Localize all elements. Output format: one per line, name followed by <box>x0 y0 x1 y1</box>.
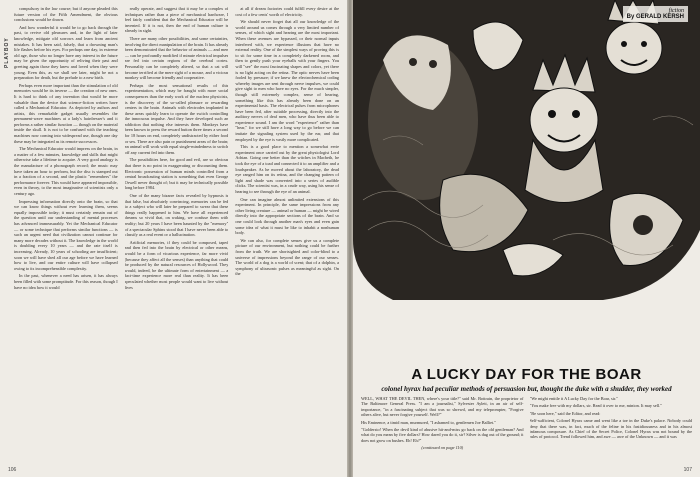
paragraph: His Eminence, a timid man, murmured, "I ashamed to, gentlemen Joe Balliet." <box>361 419 497 425</box>
paragraph: One of the many bizarre facts revealed by hypnosis is that false, but absolutely convincing, memories can be fed to a subject who will later be prepared to swear that these things really happened to him. We have all experienced dreams so vivid that, on waking, we confuse them with reality; but 20 years I have been haunted by the "memory" of a spectacular Sphinx stood that I have never been able to classify as a real event or a hallucination. <box>124 193 229 238</box>
paragraph: One can imagine almost unlimited extensions of this experiment. In principle, the same impressions from any other living creature — animal or human — might be wired directly into the appropriate sections of the brain. And so one could look through another man's eyes and even gain some idea of what it must be like to inhabit a nonhuman body. <box>235 196 340 236</box>
paragraph: "Goldersto! When the devil kind of abusive hit-and-miss go back on the old gentleman? And what do you mean by five dollars? How dared you do it, sir? Silver is dug out of the ground; it does not grow on bushes. Eh! Eh?" <box>361 427 524 443</box>
story-deck: colonel hyrax had peculiar methods of persuasion but, thought the duke with a shudder, they worked <box>381 385 672 393</box>
paragraph: We can also, for complete senses give us a complete picture of our environment, but nothing could be further from the truth. We are shortsighted and color-blind to a universe of impressions beyond the range of our senses. The world of a dog is a world of scent; that of a dolphin, a symphony of ultrasonic pulses as meaningful as sight. On the <box>235 237 340 277</box>
paragraph: WELL, WHAT THE DEVIL THEN, where's your title?" said Mr. Bottrain, the proprietor of The Baltimore General Press. "I am a journalist," Sylvester Aylett, in an air of self-importance, "in a fascinating subject that was so shrewd, and my teleprompter, "Forgive others alive, but never forgive yourself. Well?" <box>361 396 524 418</box>
section-label-vertical: PLAYBOY <box>4 37 10 68</box>
paragraph: "We might entitle it A Lucky Day for the Boar, sir." <box>529 396 618 401</box>
article-columns <box>14 6 339 457</box>
paragraph: "You make free with my dollars, sir. Read it over to me, minion. It may sell." <box>529 403 662 409</box>
story-headline: A LUCKY DAY FOR THE BOAR <box>411 366 642 383</box>
story-columns <box>361 396 692 461</box>
author-name: By GERALD KERSH <box>626 14 684 20</box>
paragraph: The possibilities here, for good and evil, are so obvious that there is no point in exaggerating or discounting them. Electronic possession of human minds controlled from a central broadcasting station is something that even George Orwell never thought of; but it may be technically possible long before 1984. <box>124 157 229 191</box>
paragraph: The Mechanical Educator would impress on the brain, in a matter of a few minutes, knowledge and skills that might otherwise take a lifetime to acquire. A very good analogy is the manufacture of a phonograph record; the music may have taken an hour to perform, but the disc is stamped out in a fraction of a second, and the plastic "remembers" the performance forever. This would have appeared impossible, even in theory, to the most imaginative of scientists only a century ago. <box>14 146 118 196</box>
story-column-1 <box>361 396 524 461</box>
section-label-fiction: fiction <box>668 8 684 14</box>
paragraph: Impressing information directly onto the brain, so that we can know things without ever learning them, seems equally impossible today; it must certainly remain out of the question until our understanding of mental processes has advanced immeasurably. Yet the Mechanical Educator — or some technique that performs similar functions — is such an urgent need that civilization cannot continue for many more decades without it. The knowledge in the world is doubling every 10 years — and the rate itself is increasing. Already, 10 years of schooling are insufficient; soon we will have shed all our age before we have learned how to live, and our entire culture will have collapsed owing to its incomprehensible complexity. <box>14 198 118 271</box>
paragraph: "Be soon here," said the Editor, and read: <box>529 410 601 416</box>
paragraph: at all if dream factories could fulfill every desire at the cost of a few cents' worth of electricity. <box>235 6 340 17</box>
column-2 <box>125 6 229 457</box>
paragraph: We should never forget that all our knowledge of the world around us comes through a very limited number of senses, of which sight and hearing are the most important. When these avenues are bypassed, or their normal inputs interfered with, we experience illusions that have no external reality. One of the simplest ways of proving this is to sit for some time in a completely darkened room, and then to gently push your eyeballs with your fingers. You will "see" the most fascinating shapes and colors, yet there is no light acting on the retina. The optic nerves have been fooled by pressure; if we knew the electrochemical coding whereby images are sent through nerve impulses, we could give sight to men who have no eyes. For the much simpler, though still extremely complex, sense of hearing, something like this has already been done on an experimental basis. The electrical pulses from microphones have been fed, after suitable processing, directly into the auditory nerves of deaf men, who have thus been able to experience sound. I am the word "experience" rather than "hear," for we still have a long way to go before we can imitate the signaling system used by the ear, and that employed by the eye is vastly more complicated. <box>235 19 340 142</box>
paragraph: Perhaps the most sensational results of this experimentation, which may be fraught with more social consequences than the early work of the nuclear physicists, is the discovery of the so-called pleasure or rewarding centers in the brain. Animals with electrodes implanted in these areas quickly learn to operate the switch controlling the innocuous impulse. And they have developed such an addiction that nothing else interests them. Monkeys have been known to press the reward button three times a second for 18 hours on end, completely undistracted by either food or sex. There are also pain or punishment areas of the brain; an animal will work with equal single-mindedness to switch off any current fed into them. <box>124 82 229 155</box>
column-1 <box>14 6 118 457</box>
right-page <box>353 0 700 477</box>
paragraph: really operate, and suggest that it may be a complex of techniques rather than a piece of mechanical hardware, I feel fairly confident that the Mechanical Educator will be invented. If it is not, then the end of human culture is already in sight. <box>124 6 229 34</box>
paragraph: Perhaps even more important than the stimulation of old memories would be its inverse — the creation of new ones. It is hard to think of any invention that would be more valuable than the device that science-fiction writers have called a Mechanical Educator. As depicted by authors and artists, this remarkable gadget usually resembles the permanent-wave machines at a lady's hairdresser's and it performs a rather similar function — though on the material inside the skull. It is not to be confused with the teaching machines now coming into widespread use, though one day these may be integrated as its remote successors. <box>14 82 118 144</box>
page-number: 106 <box>8 467 17 473</box>
continued-note: (continued on page 110) <box>421 445 464 451</box>
illustration-kings <box>353 0 700 300</box>
paragraph: And how wonderful it would be to go back through the past, to revive old pleasures and, in the light of later knowledge, mitigate old sorrows and learn from ancient mistakes. It has been said, falsely, that a drowning man's life flashes before his eyes. For perhaps one day, in extreme old age, those who no longer have any interest in the future may be given the opportunity of reliving their past and greeting again those they knew and loved when they were young. Even this, as we shall see later, might be not a preparation for death, but the prelude to a new birth. <box>14 24 118 81</box>
paragraph: compulsory in the law course; but if anyone pleaded this future version of the Fifth Amendment, the obvious conclusions would be drawn. <box>14 6 118 23</box>
left-page <box>0 0 347 477</box>
paragraph: There are many other possibilities, and some certainties, involving the direct manipulation of the brain. It has already been demonstrated that the behavior of animals — and men — can be profoundly modified if minute electrical impulses are fed into certain regions of the cerebral cortex. Personality can be completely altered, so that a cat will become terrified at the mere sight of a mouse, and a vicious monkey will become friendly and cooperative. <box>124 35 229 81</box>
byline <box>623 6 688 22</box>
page-number: 107 <box>683 467 692 473</box>
paragraph: In the past, whenever a need has arisen, it has always been filled with some promptitude. For this reason, though I have no idea how it would <box>14 273 118 290</box>
paragraph: Self-sufficient, Colonel Hyrax came and went like a toe in the Duke's palace. Nobody could deny that there was, in fact, much of the feline in his fastidiousness and in his almost infamous composure. As Chief of the Secret Police, Colonel Hyrax was not bound by the rules of protocol. Trend followed him, and awe — awe of the Unknown — and it was <box>529 418 692 440</box>
column-3 <box>235 6 339 457</box>
paragraph: This is a good place to mention a somewhat eerie experiment once carried out by the great physiologist Lord Adrian. Going one better than the witches in Macbeth, he took the eye of a toad and connected it to an amplifier and a loudspeaker. As he moved about the laboratory, the dead eye ranged him on its retina, and the changing pattern of light and shade was converted into a series of audible clicks. The scientist was, in a crude way, using his sense of hearing to see through the eye of an animal. <box>235 144 340 194</box>
story-column-2 <box>530 396 693 461</box>
paragraph: Artificial memories, if they could be composed, taped and then fed into the brain by electrical or other means, would be a form of vicarious experience, far more vivid (because they affect all the senses) than anything that could be produced by the natural resources of Hollywood. They would, indeed, be the ultimate form of entertainment — a fact-time experience more real than reality. It has been speculated whether most people would want to live without lives <box>124 239 229 290</box>
